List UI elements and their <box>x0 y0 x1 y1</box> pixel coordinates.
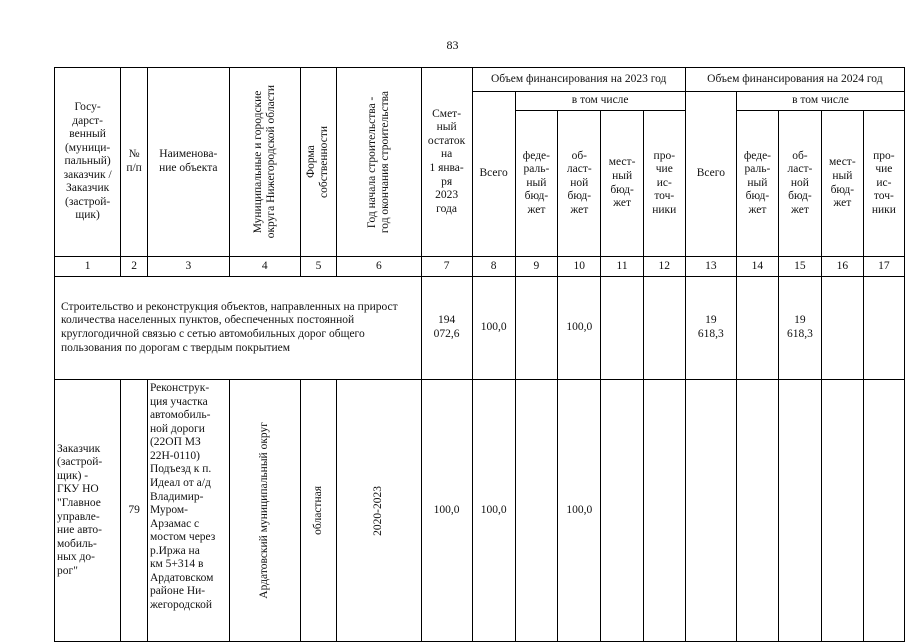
section-total-2023: 100,0 <box>472 277 515 380</box>
federal-2023-cell <box>515 380 558 642</box>
column-number: 4 <box>229 257 300 277</box>
header-funding-2024: Объем финансирования на 2024 год <box>685 68 904 92</box>
column-number: 14 <box>736 257 778 277</box>
header-estimate: Смет- ный остаток на 1 янва- ря 2023 года <box>421 68 472 257</box>
total-2023-cell: 100,0 <box>472 380 515 642</box>
header-other-2023: про- чие ис- точ- ники <box>643 111 685 257</box>
section-federal-2024 <box>736 277 778 380</box>
header-federal-2023: феде- раль- ный бюд- жет <box>515 111 558 257</box>
federal-2024-cell <box>736 380 778 642</box>
header-municipality: Муниципальные и городские округа Нижегородской области <box>229 68 300 257</box>
header-local-2023: мест- ный бюд- жет <box>601 111 644 257</box>
column-number: 5 <box>300 257 336 277</box>
estimate-cell: 100,0 <box>421 380 472 642</box>
column-number: 10 <box>558 257 601 277</box>
section-total-2024: 19 618,3 <box>685 277 736 380</box>
section-other-2024 <box>863 277 904 380</box>
other-2024-cell <box>863 380 904 642</box>
header-object-name: Наименова- ние объекта <box>147 68 229 257</box>
header-local-2024: мест- ный бюд- жет <box>821 111 863 257</box>
column-number: 2 <box>121 257 148 277</box>
column-number: 9 <box>515 257 558 277</box>
header-federal-2024: феде- раль- ный бюд- жет <box>736 111 778 257</box>
section-estimate: 194 072,6 <box>421 277 472 380</box>
municipality-cell: Ардатовский муниципальный округ <box>229 380 300 642</box>
local-2023-cell <box>601 380 644 642</box>
header-number: № п/п <box>121 68 148 257</box>
column-number: 11 <box>601 257 644 277</box>
row-number: 79 <box>121 380 148 642</box>
section-title: Строительство и реконструкция объектов, направленных на прирост количества населенных пунктов, обеспеченных постоянной круглогодичной связью с сетью автомобильных дорог общего пользования по дорогам с твердым покрытием <box>55 277 422 380</box>
section-row <box>55 277 905 380</box>
section-regional-2023: 100,0 <box>558 277 601 380</box>
column-number: 15 <box>778 257 821 277</box>
column-number-row <box>55 257 905 277</box>
years-cell: 2020-2023 <box>337 380 421 642</box>
column-number: 6 <box>337 257 421 277</box>
column-number: 8 <box>472 257 515 277</box>
header-including-2023: в том числе <box>515 92 685 111</box>
column-number: 3 <box>147 257 229 277</box>
header-customer: Госу- дарст- венный (муници- пальный) заказчик / Заказчик (застрой- щик) <box>55 68 121 257</box>
header-ownership: Форма собственности <box>300 68 336 257</box>
total-2024-cell <box>685 380 736 642</box>
ownership-cell: областная <box>300 380 336 642</box>
local-2024-cell <box>821 380 863 642</box>
table-row <box>55 380 905 642</box>
header-including-2024: в том числе <box>736 92 904 111</box>
column-number: 16 <box>821 257 863 277</box>
column-number: 12 <box>643 257 685 277</box>
section-local-2024 <box>821 277 863 380</box>
header-regional-2024: об- ласт- ной бюд- жет <box>778 111 821 257</box>
object-name-cell: Реконструк- ция участка автомобиль- ной дороги (22ОП МЗ 22Н-0110) Подъезд к п. Идеал от а/д Владимир- Муром- Арзамас с мостом через р.Иржа на км 5+314 в Ардатовском районе Ни- жегородской <box>147 380 229 642</box>
header-funding-2023: Объем финансирования на 2023 год <box>472 68 685 92</box>
regional-2024-cell <box>778 380 821 642</box>
section-local-2023 <box>601 277 644 380</box>
header-years: Год начала строительства - год окончания строительства <box>337 68 421 257</box>
section-regional-2024: 19 618,3 <box>778 277 821 380</box>
column-number: 1 <box>55 257 121 277</box>
regional-2023-cell: 100,0 <box>558 380 601 642</box>
column-number: 13 <box>685 257 736 277</box>
other-2023-cell <box>643 380 685 642</box>
section-federal-2023 <box>515 277 558 380</box>
column-number: 17 <box>863 257 904 277</box>
section-other-2023 <box>643 277 685 380</box>
header-regional-2023: об- ласт- ной бюд- жет <box>558 111 601 257</box>
page-number: 83 <box>446 38 459 52</box>
header-total-2023: Всего <box>472 92 515 257</box>
header-total-2024: Всего <box>685 92 736 257</box>
customer-cell: Заказчик (застрой- щик) - ГКУ НО "Главное управле- ние авто- мобиль- ных до- рог" <box>55 380 121 642</box>
column-number: 7 <box>421 257 472 277</box>
header-other-2024: про- чие ис- точ- ники <box>863 111 904 257</box>
funding-table <box>54 67 905 642</box>
